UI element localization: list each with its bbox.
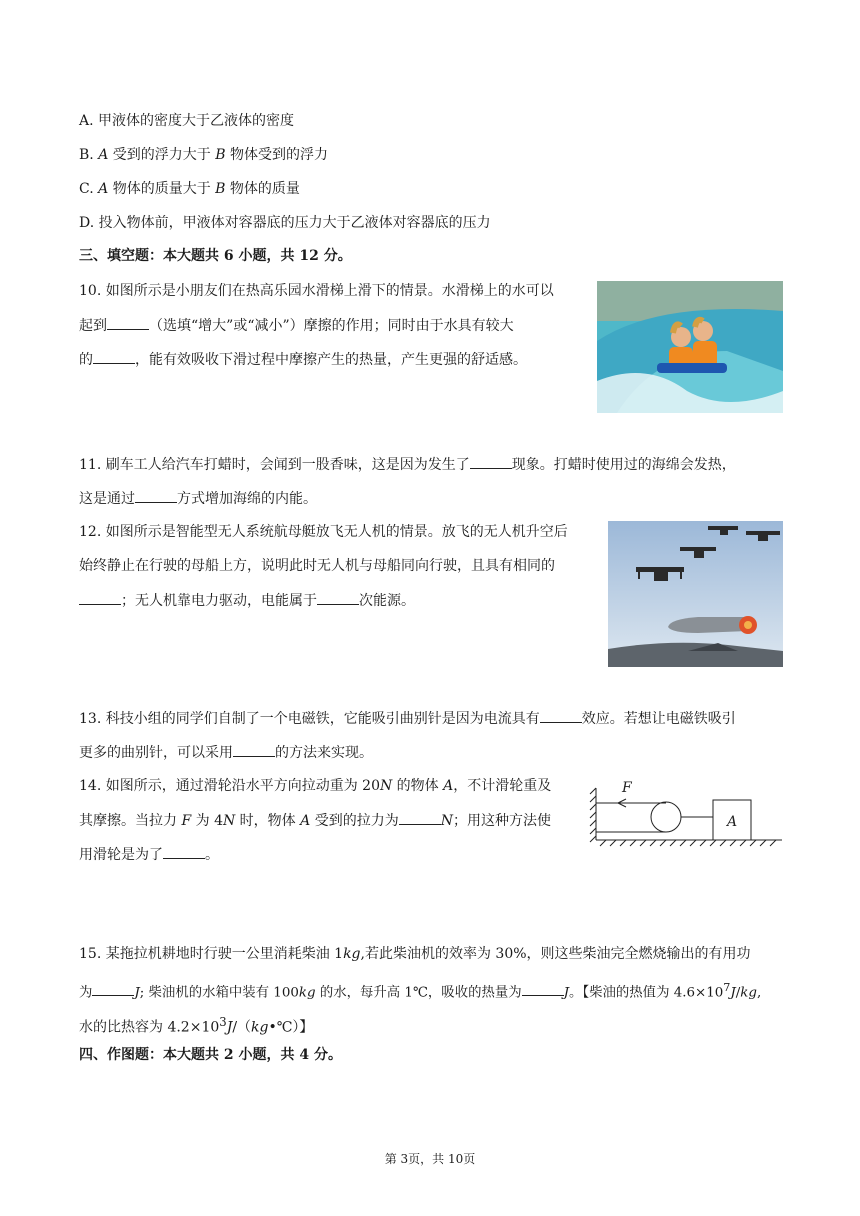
answer-blank[interactable]: [470, 454, 512, 469]
answer-blank[interactable]: [163, 844, 205, 859]
q14-line1: 14. 如图所示，通过滑轮沿水平方向拉动重为 20N 的物体 A，不计滑轮重及: [79, 778, 552, 794]
force-label: F: [622, 780, 632, 796]
option-c: C. A 物体的质量大于 B 物体的质量: [79, 181, 300, 197]
q13-line1: 13. 科技小组的同学们自制了一个电磁铁，它能吸引曲别针是因为电流具有 效应。若想让电磁铁吸引: [79, 708, 782, 729]
block-label: A: [727, 814, 738, 830]
answer-blank[interactable]: [107, 315, 149, 330]
drone-carrier-photo: [608, 521, 783, 667]
answer-blank[interactable]: [92, 981, 134, 996]
answer-blank[interactable]: [317, 590, 359, 605]
page-footer: 第 3页，共 10页: [384, 1152, 476, 1166]
q15-line3: 水的比热容为 $4.2\times 10^3J/(kg•℃)$】: [79, 1015, 314, 1036]
option-b: B. A 受到的浮力大于 B 物体受到的浮力: [79, 147, 328, 163]
answer-blank[interactable]: [233, 742, 275, 757]
q10-line3: 的 ，能有效吸收下滑过程中摩擦产生的热量，产生更强的舒适感。: [79, 349, 527, 370]
q10-line1: 10. 如图所示是小朋友们在热高乐园水滑梯上滑下的情景。水滑梯上的水可以: [79, 283, 554, 299]
q15-line1: 15. 某拖拉机耕地时行驶一公里消耗柴油 1kg,若此柴油机的效率为 30%，则这些柴油完全燃烧输出的有用功: [79, 946, 751, 962]
answer-blank[interactable]: [399, 810, 441, 825]
q12-line3: ；无人机靠电力驱动，电能属于 次能源。: [79, 590, 415, 611]
q15-line2: 为 J; 柴油机的水箱中装有 100kg 的水，每升高 1℃，吸收的热量为 J。【柴油的热值为 $4.6\times 10^7J/kg$,: [79, 981, 762, 1001]
q14-line2: 其摩擦。当拉力 F 为 4N 时，物体 A 受到的拉力为 N；用这种方法使: [79, 810, 551, 831]
answer-blank[interactable]: [93, 349, 135, 364]
q12-line2: 始终静止在行驶的母船上方，说明此时无人机与母船同向行驶，且具有相同的: [79, 558, 555, 574]
option-a: A. 甲液体的密度大于乙液体的密度: [79, 113, 295, 129]
q11-line1: 11. 刷车工人给汽车打蜡时，会闻到一股香味，这是因为发生了 现象。打蜡时使用过的海绵会发热，: [79, 454, 782, 475]
answer-blank[interactable]: [522, 981, 564, 996]
option-d: D. 投入物体前，甲液体对容器底的压力大于乙液体对容器底的压力: [79, 215, 491, 231]
q12-line1: 12. 如图所示是智能型无人系统航母艇放飞无人机的情景。放飞的无人机升空后: [79, 524, 568, 540]
answer-blank[interactable]: [79, 590, 121, 605]
q11-line2: 这是通过 方式增加海绵的内能。: [79, 488, 317, 509]
water-slide-photo: [597, 281, 783, 413]
q10-line2: 起到 （选填“增大”或“减小”）摩擦的作用；同时由于水具有较大: [79, 315, 514, 336]
section-3-heading: 三、填空题：本大题共 6 小题，共 12 分。: [79, 248, 352, 264]
answer-blank[interactable]: [135, 488, 177, 503]
section-4-heading: 四、作图题：本大题共 2 小题，共 4 分。: [79, 1047, 342, 1063]
q14-line3: 用滑轮是为了 。: [79, 844, 219, 865]
q13-line2: 更多的曲别针，可以采用 的方法来实现。: [79, 742, 373, 763]
answer-blank[interactable]: [540, 708, 582, 723]
pulley-diagram: [588, 770, 784, 850]
